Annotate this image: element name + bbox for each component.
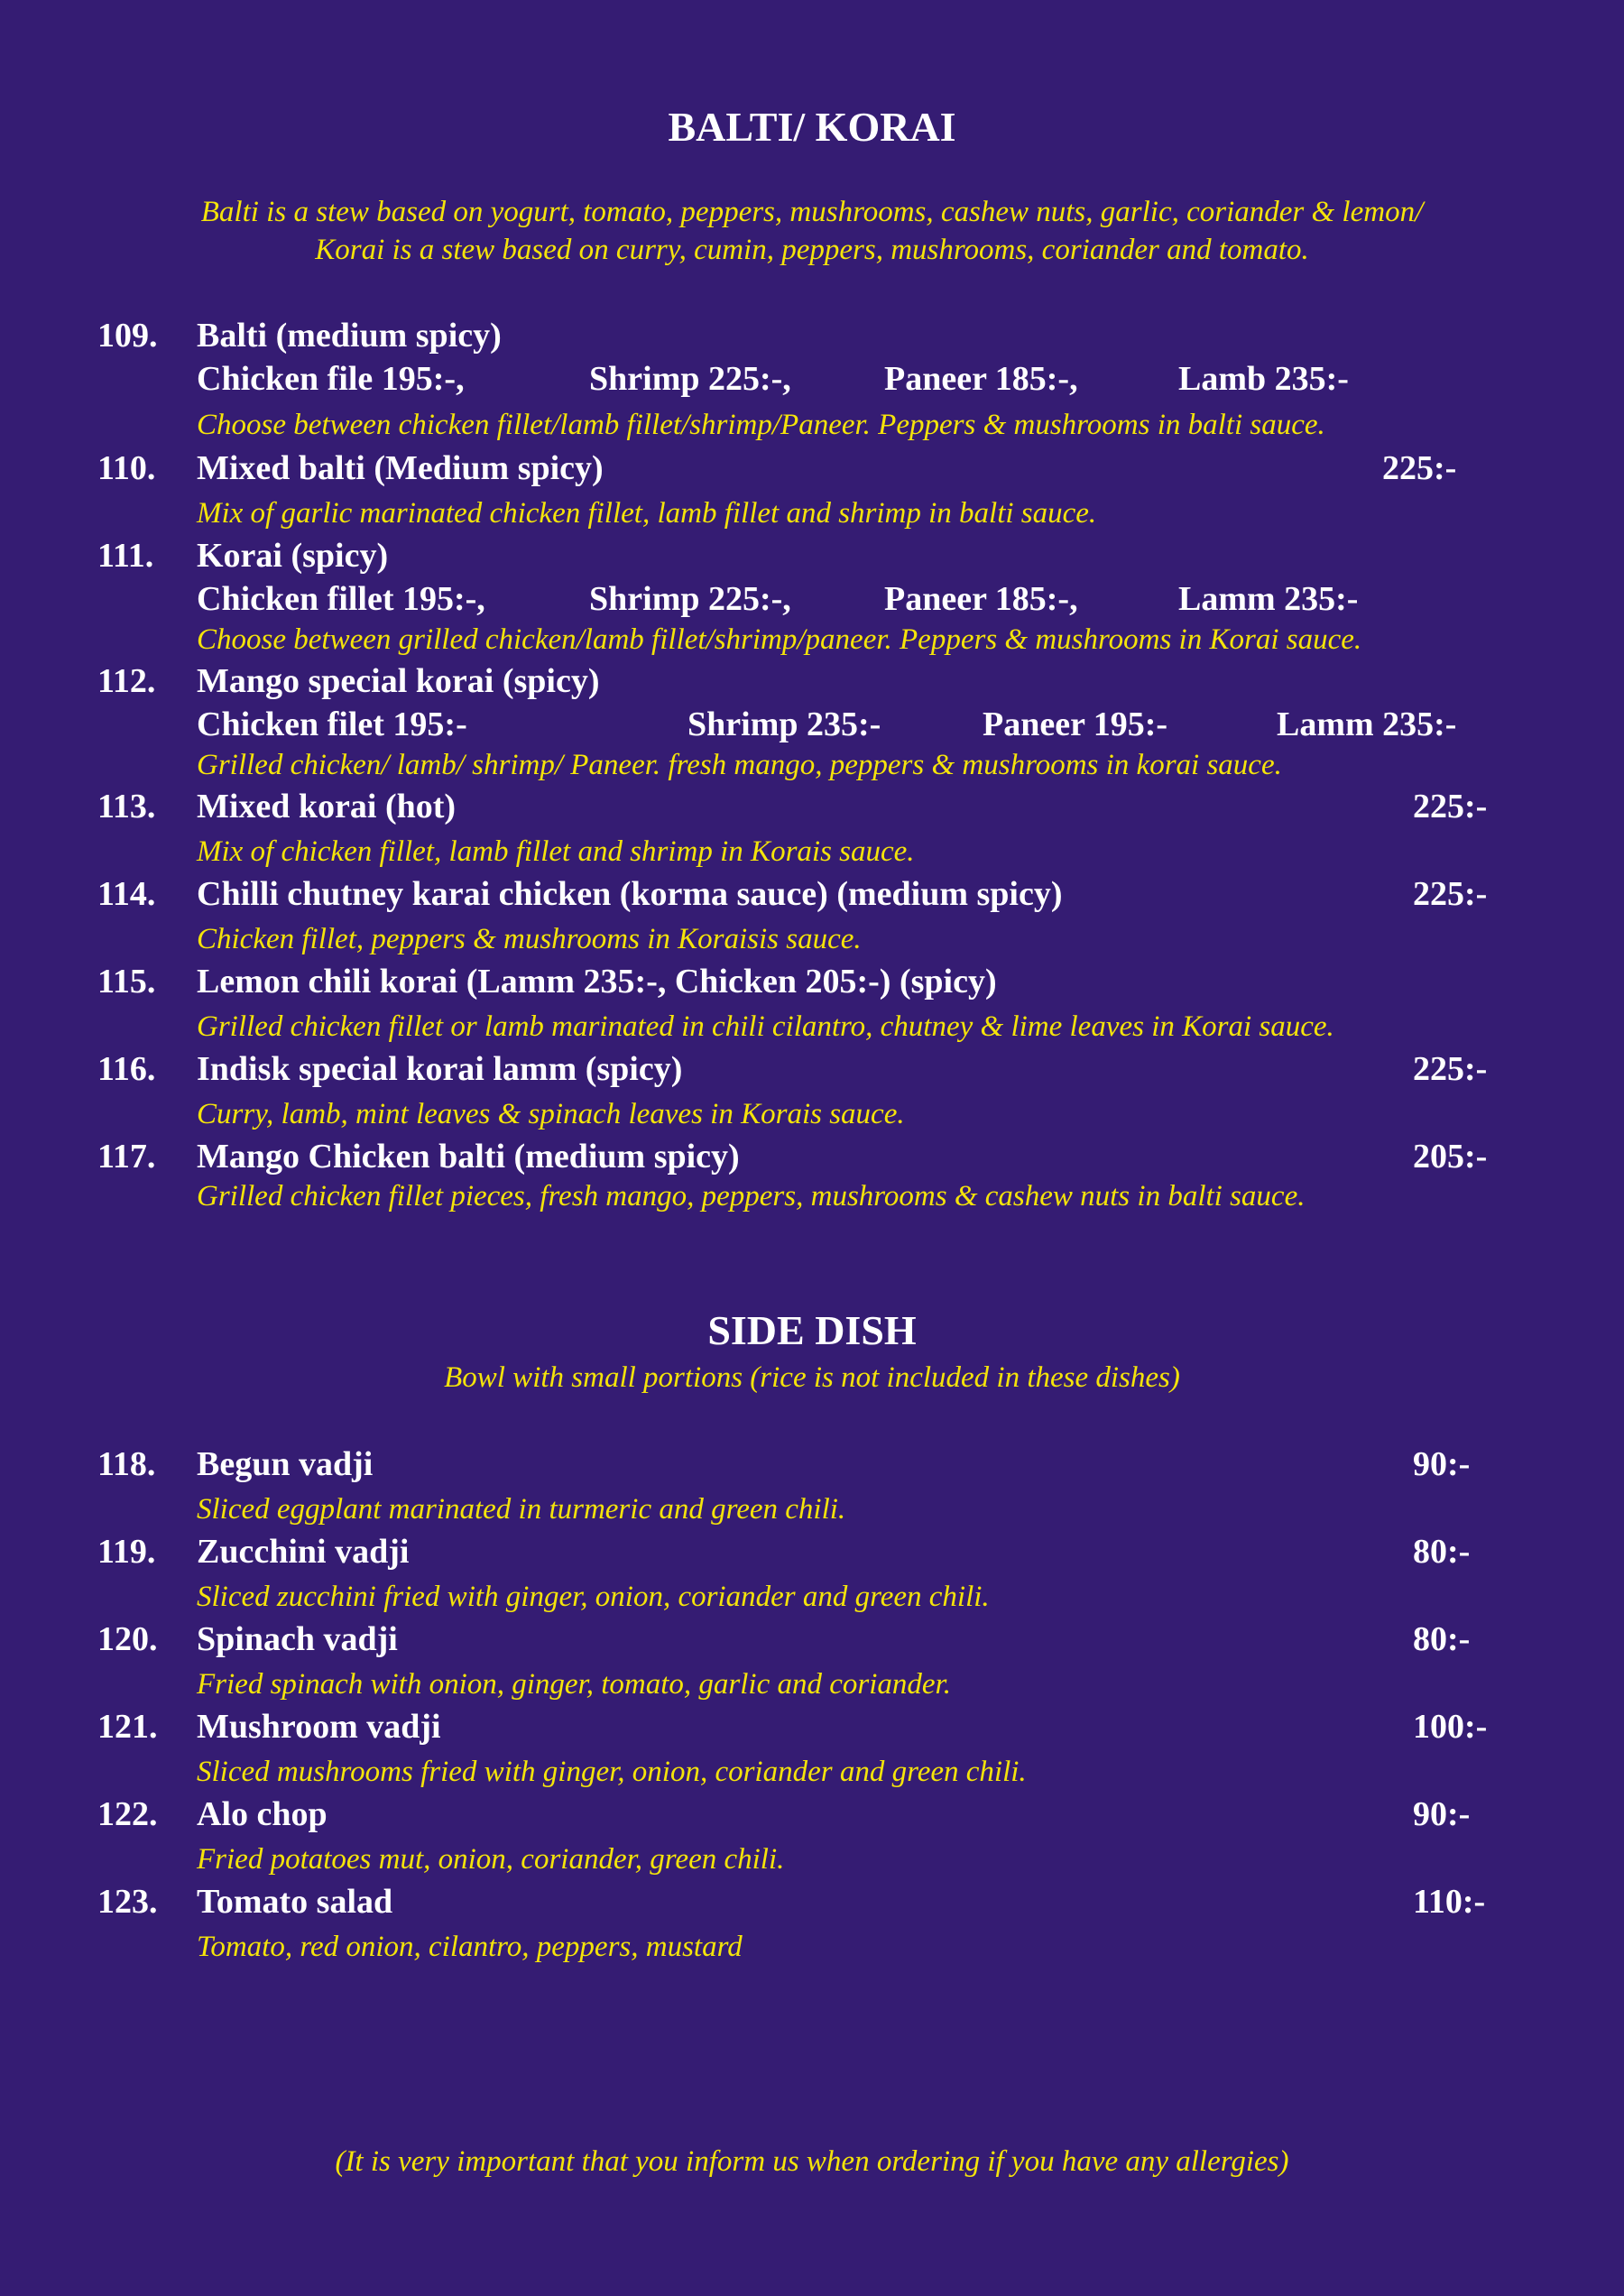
item-description: Tomato, red onion, cilantro, peppers, mustard bbox=[197, 1931, 743, 1963]
item-description: Grilled chicken fillet or lamb marinated in chili cilantro, chutney & lime leaves in Korai sauce. bbox=[197, 1010, 1334, 1043]
item-description: Sliced eggplant marinated in turmeric and green chili. bbox=[197, 1493, 846, 1526]
side-dish-section-title: SIDE DISH bbox=[707, 1307, 917, 1353]
item-option: Lamb 235:- bbox=[1178, 360, 1349, 398]
item-number: 113. bbox=[97, 788, 156, 825]
item-price: 225:- bbox=[1413, 788, 1488, 825]
item-name: Zucchini vadji bbox=[197, 1533, 410, 1571]
item-number: 109. bbox=[97, 317, 158, 355]
item-name: Spinach vadji bbox=[197, 1620, 398, 1658]
item-name: Tomato salad bbox=[197, 1883, 393, 1921]
item-name: Mango special korai (spicy) bbox=[197, 662, 600, 700]
item-number: 121. bbox=[97, 1708, 158, 1746]
item-option: Chicken fillet 195:-, bbox=[197, 580, 485, 618]
item-name: Korai (spicy) bbox=[197, 537, 389, 575]
item-name: Lemon chili korai (Lamm 235:-, Chicken 205:-) (spicy) bbox=[197, 963, 997, 1000]
item-description: Grilled chicken fillet pieces, fresh mango, peppers, mushrooms & cashew nuts in balti sauce. bbox=[197, 1180, 1306, 1213]
item-name: Balti (medium spicy) bbox=[197, 317, 502, 355]
item-price: 225:- bbox=[1413, 1050, 1488, 1088]
item-price: 110:- bbox=[1413, 1883, 1486, 1921]
item-name: Begun vadji bbox=[197, 1445, 374, 1483]
item-option: Paneer 185:-, bbox=[884, 360, 1078, 398]
item-number: 117. bbox=[97, 1138, 156, 1176]
item-option: Chicken filet 195:- bbox=[197, 705, 467, 743]
side-dish-intro: Bowl with small portions (rice is not included in these dishes) bbox=[444, 1361, 1180, 1394]
item-price: 225:- bbox=[1413, 875, 1488, 913]
item-description: Sliced mushrooms fried with ginger, onion, coriander and green chili. bbox=[197, 1756, 1027, 1788]
item-name: Indisk special korai lamm (spicy) bbox=[197, 1050, 683, 1088]
item-name: Alo chop bbox=[197, 1795, 328, 1833]
item-price: 100:- bbox=[1413, 1708, 1488, 1746]
item-description: Chicken fillet, peppers & mushrooms in Koraisis sauce. bbox=[197, 923, 862, 955]
item-name: Mixed balti (Medium spicy) bbox=[197, 449, 604, 487]
item-number: 123. bbox=[97, 1883, 158, 1921]
item-name: Mushroom vadji bbox=[197, 1708, 441, 1746]
item-option: Paneer 195:- bbox=[983, 705, 1168, 743]
item-number: 119. bbox=[97, 1533, 156, 1571]
item-description: Fried spinach with onion, ginger, tomato, garlic and coriander. bbox=[197, 1668, 951, 1701]
item-number: 115. bbox=[97, 963, 156, 1000]
item-description: Curry, lamb, mint leaves & spinach leaves in Korais sauce. bbox=[197, 1098, 905, 1130]
item-description: Mix of chicken fillet, lamb fillet and shrimp in Korais sauce. bbox=[197, 835, 915, 868]
item-number: 114. bbox=[97, 875, 156, 913]
item-price: 225:- bbox=[1382, 449, 1457, 487]
item-option: Shrimp 225:-, bbox=[589, 360, 791, 398]
item-description: Grilled chicken/ lamb/ shrimp/ Paneer. fresh mango, peppers & mushrooms in korai sauce. bbox=[197, 749, 1282, 781]
balti-intro-line-2: Korai is a stew based on curry, cumin, peppers, mushrooms, coriander and tomato. bbox=[315, 234, 1309, 266]
allergy-note: (It is very important that you inform us when ordering if you have any allergies) bbox=[335, 2145, 1289, 2178]
item-price: 90:- bbox=[1413, 1445, 1471, 1483]
item-name: Mixed korai (hot) bbox=[197, 788, 457, 825]
item-number: 112. bbox=[97, 662, 156, 700]
item-number: 120. bbox=[97, 1620, 158, 1658]
item-price: 80:- bbox=[1413, 1620, 1471, 1658]
item-option: Lamm 235:- bbox=[1277, 705, 1457, 743]
item-name: Mango Chicken balti (medium spicy) bbox=[197, 1138, 740, 1176]
item-description: Sliced zucchini fried with ginger, onion, coriander and green chili. bbox=[197, 1581, 990, 1613]
item-price: 90:- bbox=[1413, 1795, 1471, 1833]
item-number: 111. bbox=[97, 537, 154, 575]
balti-intro-line-1: Balti is a stew based on yogurt, tomato, peppers, mushrooms, cashew nuts, garlic, coriander & lemon/ bbox=[200, 196, 1424, 228]
item-option: Paneer 185:-, bbox=[884, 580, 1078, 618]
item-option: Shrimp 225:-, bbox=[589, 580, 791, 618]
item-number: 116. bbox=[97, 1050, 156, 1088]
item-option: Lamm 235:- bbox=[1178, 580, 1359, 618]
item-description: Choose between grilled chicken/lamb fillet/shrimp/paneer. Peppers & mushrooms in Korai sauce. bbox=[197, 623, 1362, 656]
item-option: Chicken file 195:-, bbox=[197, 360, 465, 398]
item-description: Fried potatoes mut, onion, coriander, green chili. bbox=[197, 1843, 785, 1876]
item-price: 205:- bbox=[1413, 1138, 1488, 1176]
item-description: Mix of garlic marinated chicken fillet, lamb fillet and shrimp in balti sauce. bbox=[197, 497, 1097, 530]
item-option: Shrimp 235:- bbox=[687, 705, 881, 743]
item-number: 118. bbox=[97, 1445, 156, 1483]
item-description: Choose between chicken fillet/lamb fillet/shrimp/Paneer. Peppers & mushrooms in balti sauce. bbox=[197, 409, 1325, 441]
item-price: 80:- bbox=[1413, 1533, 1471, 1571]
balti-section-title: BALTI/ KORAI bbox=[668, 104, 956, 150]
item-number: 122. bbox=[97, 1795, 158, 1833]
item-name: Chilli chutney karai chicken (korma sauce) (medium spicy) bbox=[197, 875, 1063, 913]
item-number: 110. bbox=[97, 449, 156, 487]
